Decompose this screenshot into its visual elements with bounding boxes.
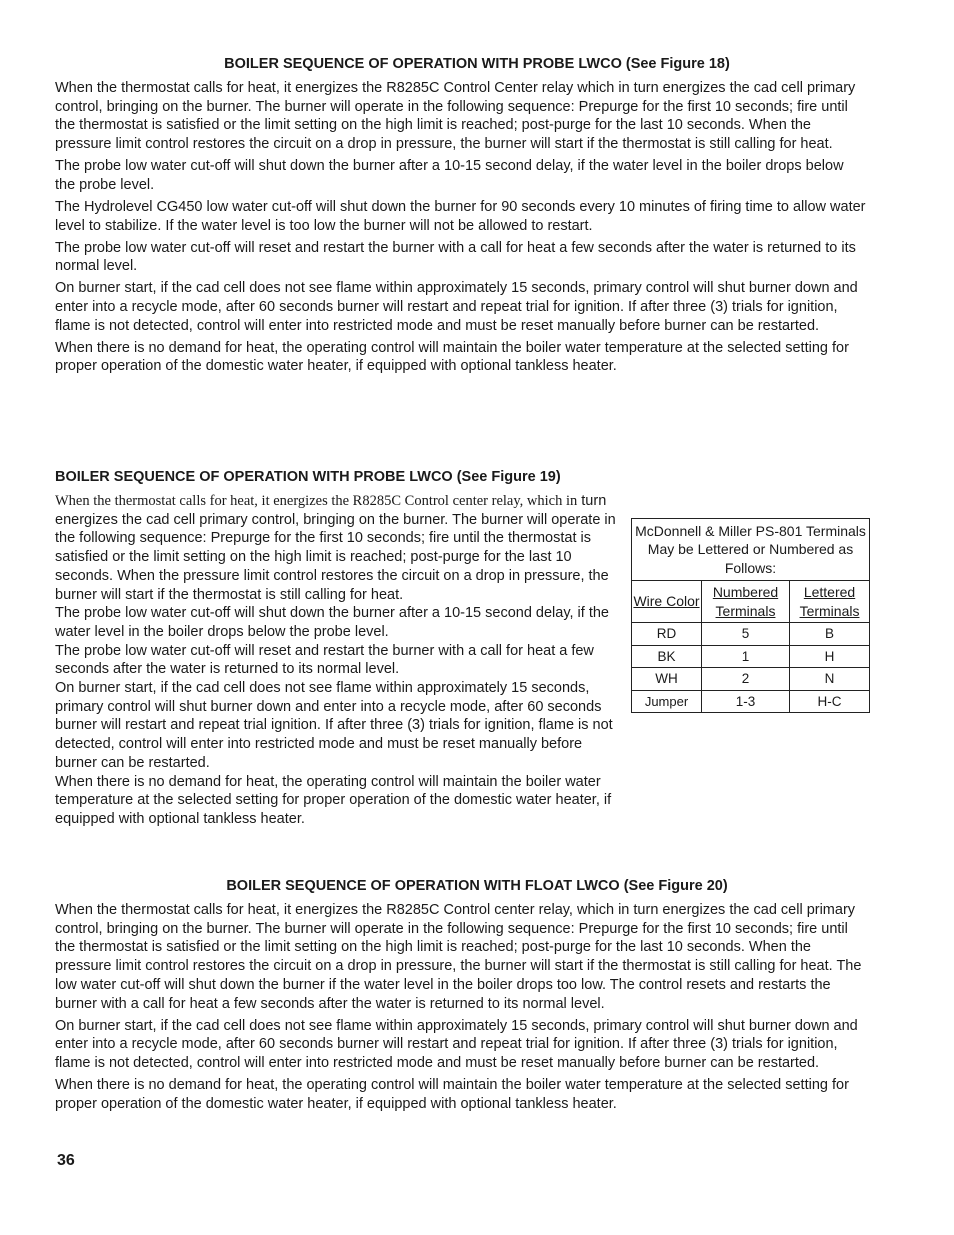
paragraph: The probe low water cut-off will reset and restart the burner with a call for heat a few seconds after the water is returned to its normal level. — [55, 239, 856, 275]
section-body-figure-19 — [55, 492, 627, 829]
paragraph: On burner start, if the cad cell does not see flame within approximately 15 seconds, primary control will shut burner down and enter into a recycle mode, after 60 seconds burner will restart and repeat trial for ignition. If after three (3) trials for ignition, flame is not detected, control will enter into restricted mode and must be reset manually before burner can be restarted. — [55, 1017, 858, 1071]
paragraph: When the thermostat calls for heat, it energizes the R8285C Control center relay, which in turn energizes the cad cell primary control, bringing on the burner. The burner will operate in the following sequence: Prepurge for the first 10 seconds; fire until the thermostat is satisfied or the limit setting on the high limit is reached; post-purge for the last 10 seconds. When the pressure limit control restores the circuit on a drop in pressure, the burner will start if the thermostat is still calling for heat. The low water cut-off will shut down the burner if the water level in the boiler drops too low. The control resets and restarts the burner with a call for heat a few seconds after the water is returned to its normal level. — [55, 902, 862, 1012]
section-heading-figure-19: BOILER SEQUENCE OF OPERATION WITH PROBE LWCO (See Figure 19) — [55, 469, 561, 485]
table-row — [632, 690, 870, 713]
paragraph: When there is no demand for heat, the operating control will maintain the boiler water temperature at the selected setting for proper operation of the domestic water heater, if equipped with optional tankless heater. — [55, 339, 849, 375]
table-header-row — [632, 581, 870, 623]
paragraph: When the thermostat calls for heat, it energizes the R8285C Control Center relay which in turn energizes the cad cell primary control, bringing on the burner. The burner will operate in the following sequence: Prepurge for the first 10 seconds; fire until the thermostat is satisfied or the limit setting on the high limit is reached; post-purge for the last 10 seconds. When the pressure limit control restores the circuit on a drop in pressure, the burner will start if the thermostat is still calling for heat. — [55, 80, 856, 153]
table-row — [632, 645, 870, 668]
table-row — [632, 668, 870, 691]
paragraph: The probe low water cut-off will shut down the burner after a 10-15 second delay, if the water level in the boiler drops below the probe level. — [55, 158, 844, 193]
table-header-cell: Lettered Terminals — [790, 581, 870, 623]
table-cell: B — [790, 623, 870, 646]
paragraph-rest: turn energizes the cad cell primary control, bringing on the burner. The burner will operate in the following sequence: Prepurge for the first 10 seconds; fire until the thermostat is satisfied or the limit setting on the high limit is reached; post-purge for the last 10 seconds. When the pressure limit control restores the circuit on a drop in pressure, the burner will start if the thermostat is still calling for heat. — [55, 493, 616, 603]
table-row — [632, 623, 870, 646]
section-heading-figure-18: BOILER SEQUENCE OF OPERATION WITH PROBE LWCO (See Figure 18) — [224, 56, 730, 72]
table-cell: WH — [632, 668, 702, 691]
table-cell: RD — [632, 623, 702, 646]
paragraph: When there is no demand for heat, the operating control will maintain the boiler water temperature at the selected setting for proper operation of the domestic water heater, if equipped with optional tankless heater. — [55, 1076, 849, 1112]
section-body-figure-18 — [55, 79, 867, 379]
table-cell: N — [790, 668, 870, 691]
paragraph: On burner start, if the cad cell does not see flame within approximately 15 seconds, primary control will shut burner down and enter into a recycle mode, after 60 seconds burner will restart and repeat trial for ignition. If after three (3) trials for ignition, flame is not detected, control will enter into restricted mode and must be reset manually before burner can be restarted. — [55, 280, 858, 334]
table-header-cell: Wire Color — [632, 581, 702, 623]
table-header-cell: Numbered Terminals — [702, 581, 790, 623]
paragraph: The probe low water cut-off will shut down the burner after a 10-15 second delay, if the water level in the boiler drops below the probe level. — [55, 605, 609, 640]
paragraph: When there is no demand for heat, the operating control will maintain the boiler water temperature at the selected setting for proper operation of the domestic water heater, if equipped with optional tankless heater. — [55, 773, 612, 827]
table-cell: 2 — [702, 668, 790, 691]
paragraph: The Hydrolevel CG450 low water cut-off will shut down the burner for 90 seconds every 10 minutes of firing time to allow water level to stabilize. If the water level is too low the burner will not be allowed to restart. — [55, 198, 866, 234]
terminal-table — [631, 518, 870, 713]
table-cell: 5 — [702, 623, 790, 646]
section-heading-figure-20: BOILER SEQUENCE OF OPERATION WITH FLOAT LWCO (See Figure 20) — [226, 878, 728, 894]
table-cell: 1 — [702, 645, 790, 668]
paragraph — [55, 492, 627, 604]
paragraph: The probe low water cut-off will reset and restart the burner with a call for heat a few seconds after the water is returned to its normal level. — [55, 642, 594, 678]
table-cell: 1-3 — [702, 690, 790, 713]
table-cell: BK — [632, 645, 702, 668]
paragraph-lead: When the thermostat calls for heat, it energizes the R8285C Control center relay, which in — [55, 493, 578, 509]
section-body-figure-20 — [55, 901, 867, 1117]
table-cell: H-C — [790, 690, 870, 713]
table-title: McDonnell & Miller PS-801 Terminals May be Lettered or Numbered as Follows: — [632, 519, 870, 581]
page-number: 36 — [57, 1152, 75, 1169]
table-cell: Jumper — [632, 690, 702, 713]
paragraph: On burner start, if the cad cell does not see flame within approximately 15 seconds, primary control will shut burner down and enter into a recycle mode, after 60 seconds burner will restart and repeat trial ignition. If after three (3) trials for ignition, flame is not detected, control will enter into restricted mode and must be reset manually before burner can be restarted. — [55, 680, 613, 771]
table-cell: H — [790, 645, 870, 668]
